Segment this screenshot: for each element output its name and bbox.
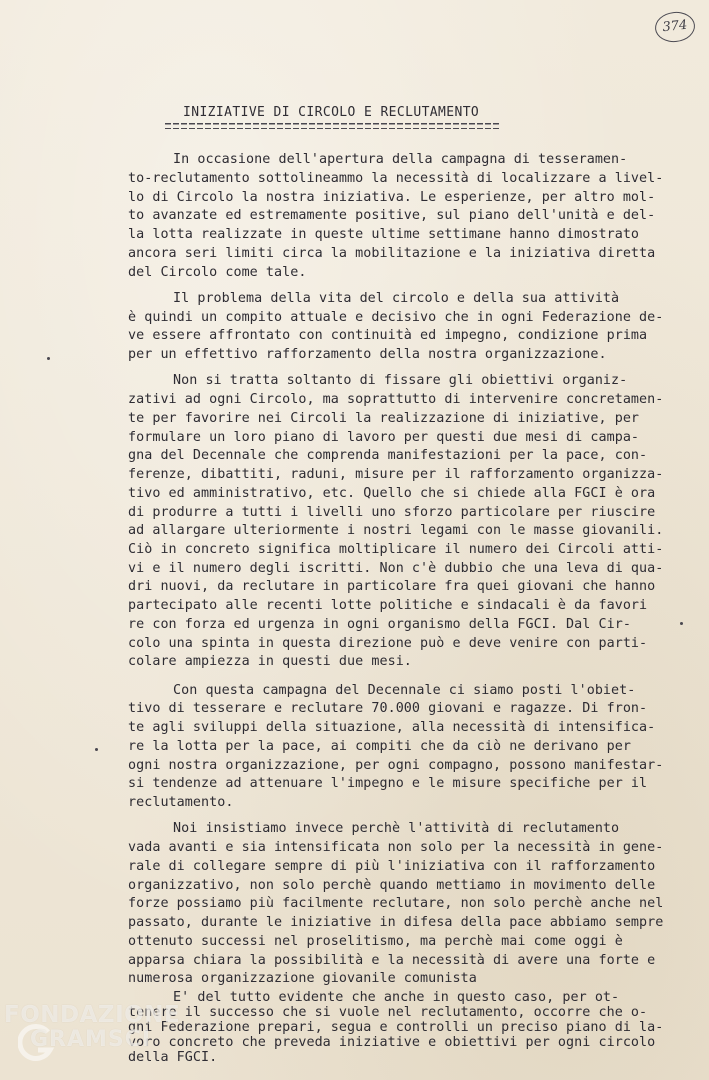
paragraph-3-line-8: di produrre a tutti i livelli uno sforzo particolare per riuscire: [128, 504, 656, 520]
archive-watermark: [0, 1000, 200, 1075]
paragraph-1-line-1: In occasione dell'apertura della campagna di tesseramen-: [173, 152, 628, 167]
paragraph-4-line-5: ogni nostra organizzazione, per ogni compagno, possono manifestar-: [128, 757, 664, 773]
paragraph-3-line-15: colo una spinta in questa direzione può e deve venire con parti-: [128, 635, 648, 651]
margin-dot-mark: [95, 748, 98, 751]
margin-dot-mark: [47, 357, 50, 360]
paragraph-3-line-10: Ciò in concreto significa moltiplicare il numero dei Circoli atti-: [128, 541, 664, 557]
paragraph-2-line-2: è quindi un compito attuale e decisivo che in ogni Federazione de-: [128, 309, 664, 325]
paragraph-3-line-14: re con forza ed urgenza in ogni organismo della FGCI. Dal Cir-: [128, 616, 631, 632]
paragraph-1-line-4: to avanzate ed estremamente positive, sul piano dell'unità e del-: [128, 208, 656, 224]
paragraph-2-line-1: Il problema della vita del circolo e della sua attività: [173, 290, 620, 306]
document-title: INIZIATIVE DI CIRCOLO E RECLUTAMENTO: [183, 105, 480, 120]
paragraph-5-line-5: forze possiamo più facilmente reclutare, non solo perchè anche nel: [128, 896, 664, 912]
paragraph-1-line-2: to-reclutamento sottolineammo la necessità di localizzare a livel-: [128, 170, 664, 186]
paragraph-4-line-7: reclutamento.: [128, 795, 234, 810]
paragraph-1-line-3: lo di Circolo la nostra iniziativa. Le esperienze, per altro mol-: [128, 189, 656, 205]
paragraph-4-line-6: si tendenze ad attenuare l'impegno e le misure specifiche per il: [128, 776, 648, 792]
paragraph-5-line-6: passato, durante le iniziative in difesa della pace abbiamo sempre: [128, 915, 664, 930]
paragraph-5-line-2: vada avanti e sia intensificata non solo per la necessità in gene-: [128, 840, 664, 855]
paragraph-3-line-11: vi e il numero degli iscritti. Non c'è dubbio che una leva di qua-: [128, 560, 664, 576]
paragraph-1-line-6: ancora seri limiti circa la mobilitazione e la iniziativa diretta: [128, 245, 656, 261]
page-number-stamp: 374: [654, 10, 697, 44]
paragraph-3-line-16: colare ampiezza in questi due mesi.: [128, 654, 412, 670]
paragraph-5-line-4: organizzativo, non solo perchè quando mettiamo in movimento delle: [128, 877, 656, 893]
paragraph-3-line-4: formulare un loro piano di lavoro per questi due mesi di campa-: [128, 429, 640, 445]
paragraph-6-line-5: della FGCI.: [128, 1050, 218, 1065]
paragraph-3-line-6: ferenze, dibattiti, raduni, misure per il rafforzamento organizza-: [128, 467, 664, 482]
paragraph-4-line-4: re la lotta per la pace, ai compiti che da ciò ne derivano per: [128, 738, 631, 754]
paragraph-3-line-13: partecipato alle recenti lotte politiche e sindacali è da favori: [128, 598, 648, 614]
watermark-line-1: FONDAZIONE: [4, 1002, 181, 1028]
paragraph-5-line-9: numerosa organizzazione giovanile comunista: [128, 971, 477, 987]
title-double-underline: [165, 123, 500, 131]
paragraph-5-line-7: ottenuto successi nel proselitismo, ma perchè mai come oggi è: [128, 933, 623, 949]
paragraph-3-line-2: zativi ad ogni Circolo, ma soprattutto di intervenire concretamen-: [128, 392, 664, 407]
paragraph-3-line-7: tivo ed amministrativo, etc. Quello che si chiede alla FGCI è ora: [128, 485, 656, 501]
paragraph-5-line-1: Noi insistiamo invece perchè l'attività di reclutamento: [173, 821, 620, 837]
paragraph-5-line-8: apparsa chiara la possibilità e la necessità di avere una forte e: [128, 952, 656, 968]
paragraph-6-line-4: voro concreto che preveda iniziative e obiettivi per ogni circolo: [128, 1035, 656, 1050]
paragraph-3-line-5: gna del Decennale che comprenda manifestazioni per la pace, con-: [128, 448, 648, 464]
paragraph-5-line-3: rale di collegare sempre di più l'iniziativa con il rafforzamento: [128, 858, 656, 874]
paragraph-4-line-2: tivo di tesserare e reclutare 70.000 giovani e ragazze. Di fron-: [128, 701, 648, 717]
paragraph-3-line-12: dri nuovi, da reclutare in particolare fra quei giovani che hanno: [128, 579, 656, 595]
paragraph-3-line-3: te per favorire nei Circoli la realizzazione di iniziative, per: [128, 410, 640, 426]
paragraph-2-line-3: ve essere affrontato con continuità ed impegno, condizione prima: [128, 328, 648, 344]
paragraph-4-line-1: Con questa campagna del Decennale ci siamo posti l'obiet-: [173, 682, 636, 698]
watermark-line-2: GRAMSCI: [30, 1027, 152, 1052]
paragraph-3-line-9: ad allargare ulteriormente i nostri legami con le masse giovanili.: [128, 523, 664, 539]
paragraph-4-line-3: te agli sviluppi della situazione, alla necessità di intensifica-: [128, 720, 656, 735]
paragraph-6-line-2: tenere il successo che si vuole nel reclutamento, occorre che o-: [128, 1005, 648, 1020]
paragraph-3-line-1: Non si tratta soltanto di fissare gli obiettivi organiz-: [173, 373, 628, 389]
paragraph-1-line-7: del Circolo come tale.: [128, 264, 307, 280]
paragraph-2-line-4: per un effettivo rafforzamento della nostra organizzazione.: [128, 347, 607, 362]
margin-dot-mark: [680, 622, 683, 625]
paragraph-1-line-5: la lotta realizzate in queste ultime settimane hanno dimostrato: [128, 227, 640, 242]
paragraph-6-line-1: E' del tutto evidente che anche in questo caso, per ot-: [173, 990, 620, 1005]
paragraph-6-line-3: gni Federazione prepari, segua e controlli un preciso piano di la-: [128, 1020, 664, 1035]
